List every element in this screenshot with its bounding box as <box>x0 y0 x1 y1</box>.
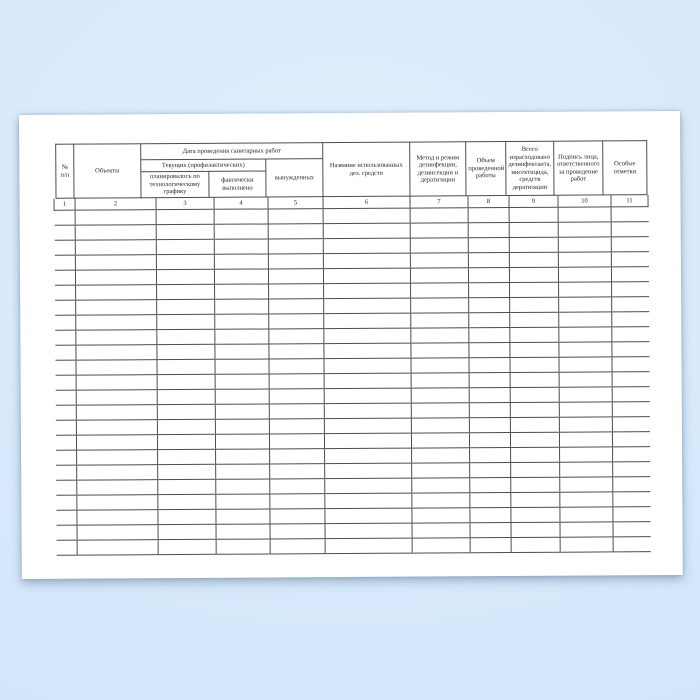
empty-cell <box>216 508 270 523</box>
empty-cell <box>510 282 559 297</box>
header-col-agents: Название использованных дез. средств <box>323 142 410 197</box>
empty-cell <box>411 372 469 387</box>
empty-cell <box>469 357 510 372</box>
empty-cell <box>410 237 468 252</box>
empty-cell <box>55 285 76 300</box>
empty-cell <box>269 328 324 343</box>
empty-cell <box>215 283 269 298</box>
empty-cell <box>325 508 412 524</box>
empty-cell <box>323 208 410 224</box>
empty-cell <box>559 296 612 311</box>
empty-cell <box>76 329 157 344</box>
empty-cell <box>76 374 157 389</box>
empty-cell <box>613 506 650 521</box>
header-group-date: Дата проведения санитарных работ <box>141 143 323 160</box>
header-group-current: Текущих (профилактических) <box>141 159 266 172</box>
empty-cell <box>559 356 612 371</box>
empty-cell <box>412 477 470 492</box>
empty-cell <box>269 403 324 418</box>
empty-cell <box>558 251 611 266</box>
empty-cell <box>269 433 324 448</box>
empty-cell <box>511 447 560 462</box>
empty-cell <box>76 314 157 329</box>
empty-cell <box>411 282 469 297</box>
empty-cell <box>156 239 214 254</box>
empty-cell <box>511 537 560 552</box>
empty-cell <box>76 419 157 434</box>
empty-cell <box>324 298 411 314</box>
empty-cell <box>611 266 648 281</box>
empty-cell <box>559 311 612 326</box>
form-body-table <box>54 195 651 555</box>
empty-cell <box>76 344 157 359</box>
empty-cell <box>469 372 510 387</box>
empty-cell <box>77 539 158 554</box>
empty-cell <box>269 283 324 298</box>
empty-cell <box>270 508 325 523</box>
empty-cell <box>559 371 612 386</box>
empty-cell <box>511 522 560 537</box>
empty-cell <box>77 479 158 494</box>
empty-cell <box>215 328 269 343</box>
empty-cell <box>75 254 156 269</box>
empty-cell <box>325 523 412 539</box>
empty-cell <box>324 403 411 419</box>
empty-cell <box>75 269 156 284</box>
empty-cell <box>324 418 411 434</box>
empty-cell <box>269 388 324 403</box>
empty-cell <box>509 252 558 267</box>
empty-cell <box>558 266 611 281</box>
empty-cell <box>216 448 270 463</box>
empty-cell <box>323 223 410 239</box>
header-col-forced: вынужденных <box>266 159 323 197</box>
empty-cell <box>611 251 648 266</box>
empty-cell <box>325 538 412 554</box>
empty-cell <box>157 389 215 404</box>
header-col-volume: Объем проведенной работы <box>466 142 506 196</box>
empty-cell <box>157 434 215 449</box>
empty-cell <box>468 237 509 252</box>
empty-cell <box>158 539 216 554</box>
empty-cell <box>77 464 158 479</box>
empty-cell <box>558 221 611 236</box>
empty-cell <box>469 417 510 432</box>
empty-cell <box>510 357 559 372</box>
empty-cell <box>158 479 216 494</box>
empty-cell <box>158 524 216 539</box>
empty-cell <box>612 401 649 416</box>
empty-cell <box>56 540 77 555</box>
empty-cell <box>612 341 649 356</box>
empty-cell <box>156 224 214 239</box>
empty-cell <box>55 345 76 360</box>
empty-cell <box>411 342 469 357</box>
empty-cell <box>56 510 77 525</box>
empty-cell <box>77 494 158 509</box>
empty-cell <box>323 238 410 254</box>
empty-cell <box>55 435 76 450</box>
empty-cell <box>470 447 511 462</box>
empty-cell <box>470 462 511 477</box>
empty-cell <box>469 312 510 327</box>
empty-cell <box>510 372 559 387</box>
empty-cell <box>157 344 215 359</box>
column-number-cell: 4 <box>214 197 268 208</box>
empty-cell <box>560 461 613 476</box>
empty-cell <box>410 252 468 267</box>
empty-cell <box>510 312 559 327</box>
empty-cell <box>558 206 611 221</box>
empty-cell <box>268 208 323 223</box>
empty-cell <box>323 268 410 284</box>
empty-cell <box>55 420 76 435</box>
empty-cell <box>156 269 214 284</box>
empty-cell <box>75 239 156 254</box>
empty-cell <box>559 326 612 341</box>
empty-cell <box>214 208 268 223</box>
empty-cell <box>54 225 75 240</box>
empty-cell <box>469 282 510 297</box>
empty-cell <box>560 446 613 461</box>
empty-cell <box>269 343 324 358</box>
column-number-cell: 6 <box>323 197 410 209</box>
empty-cell <box>270 523 325 538</box>
header-col-actual: фактически выполнено <box>209 171 266 197</box>
empty-cell <box>510 342 559 357</box>
empty-cell <box>214 268 268 283</box>
empty-cell <box>324 313 411 329</box>
empty-cell <box>613 476 650 491</box>
empty-cell <box>270 493 325 508</box>
empty-cell <box>511 477 560 492</box>
empty-cell <box>613 461 650 476</box>
empty-cell <box>324 373 411 389</box>
empty-cell <box>55 360 76 375</box>
empty-cell <box>55 300 76 315</box>
empty-cell <box>55 405 76 420</box>
empty-cell <box>412 492 470 507</box>
empty-cell <box>54 270 75 285</box>
empty-cell <box>55 375 76 390</box>
empty-cell <box>411 387 469 402</box>
empty-cell <box>157 284 215 299</box>
empty-cell <box>269 313 324 328</box>
empty-cell <box>158 509 216 524</box>
empty-cell <box>412 447 470 462</box>
empty-cell <box>410 222 468 237</box>
empty-cell <box>411 417 469 432</box>
empty-cell <box>510 432 559 447</box>
empty-cell <box>560 521 613 536</box>
empty-cell <box>324 343 411 359</box>
empty-cell <box>510 402 559 417</box>
empty-cell <box>76 404 157 419</box>
empty-cell <box>612 311 649 326</box>
empty-cell <box>612 371 649 386</box>
empty-cell <box>470 507 511 522</box>
empty-cell <box>157 314 215 329</box>
empty-cell <box>270 478 325 493</box>
empty-cell <box>325 448 412 464</box>
empty-cell <box>157 359 215 374</box>
empty-cell <box>157 404 215 419</box>
empty-cell <box>412 507 470 522</box>
empty-cell <box>612 326 649 341</box>
empty-cell <box>76 434 157 449</box>
empty-cell <box>216 538 270 553</box>
empty-cell <box>412 522 470 537</box>
empty-cell <box>410 207 468 222</box>
empty-cell <box>157 419 215 434</box>
empty-cell <box>510 387 559 402</box>
empty-cell <box>56 480 77 495</box>
empty-cell <box>511 507 560 522</box>
header-col-objects: Объекты <box>74 144 141 198</box>
empty-cell <box>410 267 468 282</box>
empty-cell <box>470 537 511 552</box>
empty-cell <box>75 209 156 224</box>
column-number-cell: 7 <box>410 196 468 207</box>
empty-cell <box>270 538 325 553</box>
column-number-cell: 1 <box>54 199 75 210</box>
empty-cell <box>509 237 558 252</box>
empty-cell <box>77 524 158 539</box>
table-row <box>56 536 650 555</box>
header-col-planned: планировалось по технологическому графику <box>141 171 209 197</box>
empty-cell <box>215 418 269 433</box>
empty-cell <box>268 268 323 283</box>
header-col-notes: Особые отметки <box>603 141 647 195</box>
column-number-cell: 3 <box>156 198 214 209</box>
empty-cell <box>268 238 323 253</box>
empty-cell <box>156 254 214 269</box>
empty-cell <box>613 491 650 506</box>
empty-cell <box>56 465 77 480</box>
empty-cell <box>76 284 157 299</box>
empty-cell <box>560 506 613 521</box>
empty-cell <box>612 296 649 311</box>
header-col-signature: Подпись лица, ответственного за проведение работ <box>554 141 603 195</box>
empty-cell <box>158 449 216 464</box>
empty-cell <box>54 240 75 255</box>
empty-cell <box>559 341 612 356</box>
column-number-cell: 11 <box>611 195 648 206</box>
empty-cell <box>56 525 77 540</box>
empty-cell <box>611 206 648 221</box>
empty-cell <box>558 236 611 251</box>
empty-cell <box>324 388 411 404</box>
empty-cell <box>411 357 469 372</box>
empty-cell <box>411 327 469 342</box>
empty-cell <box>612 386 649 401</box>
empty-cell <box>76 299 157 314</box>
empty-cell <box>269 358 324 373</box>
empty-cell <box>56 495 77 510</box>
empty-cell <box>559 386 612 401</box>
empty-cell <box>612 416 649 431</box>
empty-cell <box>560 476 613 491</box>
empty-cell <box>411 297 469 312</box>
empty-cell <box>214 253 268 268</box>
form-header-table <box>55 140 647 199</box>
empty-cell <box>468 252 509 267</box>
empty-cell <box>559 401 612 416</box>
empty-cell <box>324 358 411 374</box>
empty-cell <box>469 387 510 402</box>
empty-cell <box>55 390 76 405</box>
empty-cell <box>613 536 650 551</box>
empty-cell <box>158 464 216 479</box>
empty-cell <box>54 255 75 270</box>
empty-cell <box>324 433 411 449</box>
empty-cell <box>325 463 412 479</box>
empty-cell <box>269 298 324 313</box>
empty-cell <box>76 389 157 404</box>
empty-cell <box>470 492 511 507</box>
column-number-cell: 9 <box>509 196 558 207</box>
empty-cell <box>469 327 510 342</box>
empty-cell <box>468 267 509 282</box>
empty-cell <box>469 297 510 312</box>
column-number-cell: 2 <box>75 198 156 209</box>
empty-cell <box>75 224 156 239</box>
empty-cell <box>76 359 157 374</box>
empty-cell <box>215 298 269 313</box>
empty-cell <box>216 523 270 538</box>
empty-cell <box>509 267 558 282</box>
empty-cell <box>77 449 158 464</box>
empty-cell <box>613 521 650 536</box>
empty-cell <box>509 222 558 237</box>
empty-cell <box>56 450 77 465</box>
empty-cell <box>510 297 559 312</box>
empty-cell <box>324 328 411 344</box>
empty-cell <box>559 281 612 296</box>
empty-cell <box>77 509 158 524</box>
empty-cell <box>216 478 270 493</box>
empty-cell <box>509 207 558 222</box>
empty-cell <box>612 431 649 446</box>
empty-cell <box>560 491 613 506</box>
empty-cell <box>215 373 269 388</box>
empty-cell <box>268 223 323 238</box>
empty-cell <box>55 315 76 330</box>
empty-cell <box>560 536 613 551</box>
header-col-consumed: Всего израсходовано дезинфектанта, инсектицида, средств дератизации <box>506 141 554 195</box>
empty-cell <box>323 253 410 269</box>
empty-cell <box>270 463 325 478</box>
empty-cell <box>215 403 269 418</box>
empty-cell <box>215 313 269 328</box>
empty-cell <box>216 463 270 478</box>
empty-cell <box>469 432 510 447</box>
empty-cell <box>470 522 511 537</box>
column-number-cell: 10 <box>558 195 611 206</box>
empty-cell <box>412 537 470 552</box>
empty-cell <box>325 478 412 494</box>
empty-cell <box>470 477 511 492</box>
empty-cell <box>468 222 509 237</box>
empty-cell <box>559 431 612 446</box>
empty-cell <box>612 356 649 371</box>
empty-cell <box>214 223 268 238</box>
empty-cell <box>613 446 650 461</box>
empty-cell <box>215 358 269 373</box>
empty-cell <box>157 374 215 389</box>
empty-cell <box>269 418 324 433</box>
empty-cell <box>156 209 214 224</box>
empty-cell <box>54 210 75 225</box>
empty-cell <box>411 312 469 327</box>
empty-cell <box>411 432 469 447</box>
empty-cell <box>611 236 648 251</box>
empty-cell <box>215 433 269 448</box>
column-number-cell: 5 <box>268 197 323 208</box>
document-page <box>19 111 683 579</box>
empty-cell <box>412 462 470 477</box>
header-col-num: № п/п <box>56 144 74 198</box>
empty-cell <box>612 281 649 296</box>
empty-cell <box>269 373 324 388</box>
empty-cell <box>215 388 269 403</box>
empty-cell <box>469 402 510 417</box>
empty-cell <box>559 416 612 431</box>
empty-cell <box>216 493 270 508</box>
empty-cell <box>270 448 325 463</box>
empty-cell <box>324 283 411 299</box>
empty-cell <box>411 402 469 417</box>
empty-cell <box>157 299 215 314</box>
empty-cell <box>55 330 76 345</box>
empty-cell <box>511 492 560 507</box>
empty-cell <box>157 329 215 344</box>
empty-cell <box>268 253 323 268</box>
header-col-method: Метод и режим дезинфекции, дезинсекции и дератизации <box>410 142 466 196</box>
empty-cell <box>511 462 560 477</box>
empty-cell <box>325 493 412 509</box>
empty-cell <box>611 221 648 236</box>
empty-cell <box>215 343 269 358</box>
empty-cell <box>468 207 509 222</box>
empty-cell <box>510 417 559 432</box>
empty-cell <box>510 327 559 342</box>
column-number-cell: 8 <box>468 196 509 207</box>
empty-cell <box>214 238 268 253</box>
empty-cell <box>158 494 216 509</box>
empty-cell <box>469 342 510 357</box>
